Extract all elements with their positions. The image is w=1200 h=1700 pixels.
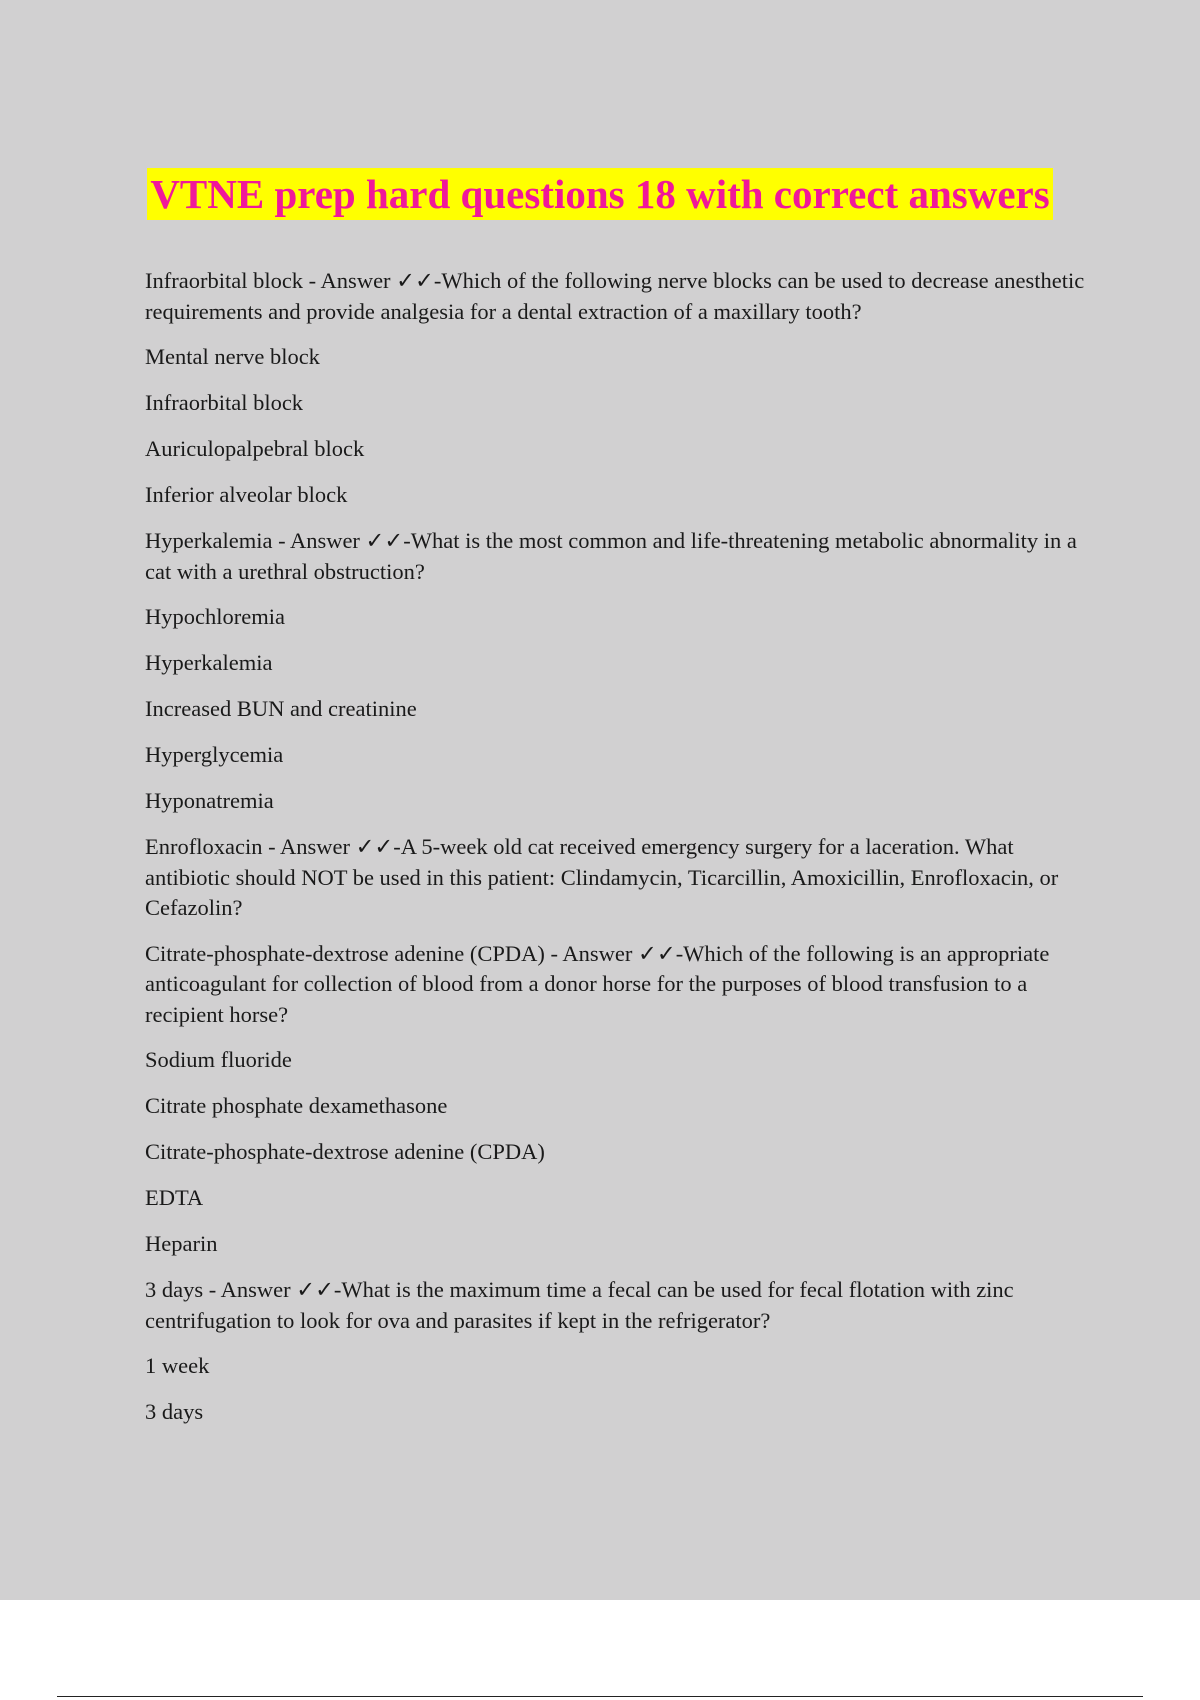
answer-option: Hyponatremia: [145, 788, 274, 813]
answer-option: Infraorbital block: [145, 390, 304, 415]
answer-option: Citrate phosphate dexamethasone: [145, 1093, 448, 1118]
answer-option: Inferior alveolar block: [145, 482, 348, 507]
question-text: Citrate-phosphate-dextrose adenine (CPDA) - Answer ✓✓-Which of the following is an appropriate anticoagulant for collection of blood from a donor horse for the purposes of blood transfusion to a recipient horse?: [145, 940, 1050, 1027]
answer-option: Hypochloremia: [145, 604, 285, 629]
answer-option: Hyperglycemia: [145, 742, 284, 767]
question-text: Hyperkalemia - Answer ✓✓-What is the most common and life-threatening metabolic abnormality in a cat with a urethral obstruction?: [145, 528, 1077, 584]
answer-option: 3 days: [145, 1399, 204, 1424]
answer-option: Increased BUN and creatinine: [145, 696, 417, 721]
answer-option: 1 week: [145, 1353, 210, 1378]
document-title: VTNE prep hard questions 18 with correct answers: [147, 168, 1052, 220]
footer-divider: [57, 1696, 1143, 1697]
title-container: [0, 168, 1200, 220]
question-text: Enrofloxacin - Answer ✓✓-A 5-week old cat received emergency surgery for a laceration. What antibiotic should NOT be used in this patient: Clindamycin, Ticarcillin, Amoxicillin, Enrofloxacin, or Cefazolin?: [145, 834, 1059, 920]
answer-option: Auriculopalpebral block: [145, 436, 365, 461]
answer-option: Mental nerve block: [145, 344, 320, 369]
question-list: [145, 266, 1095, 1443]
answer-option: Heparin: [145, 1231, 218, 1256]
answer-option: Sodium fluoride: [145, 1047, 292, 1072]
answer-option: Citrate-phosphate-dextrose adenine (CPDA): [145, 1139, 545, 1164]
question-text: Infraorbital block - Answer ✓✓-Which of the following nerve blocks can be used to decrease anesthetic requirements and provide analgesia for a dental extraction of a maxillary tooth?: [145, 268, 1085, 324]
question-text: 3 days - Answer ✓✓-What is the maximum time a fecal can be used for fecal flotation with zinc centrifugation to look for ova and parasites if kept in the refrigerator?: [145, 1277, 1014, 1333]
answer-option: EDTA: [145, 1185, 204, 1210]
answer-option: Hyperkalemia: [145, 650, 273, 675]
